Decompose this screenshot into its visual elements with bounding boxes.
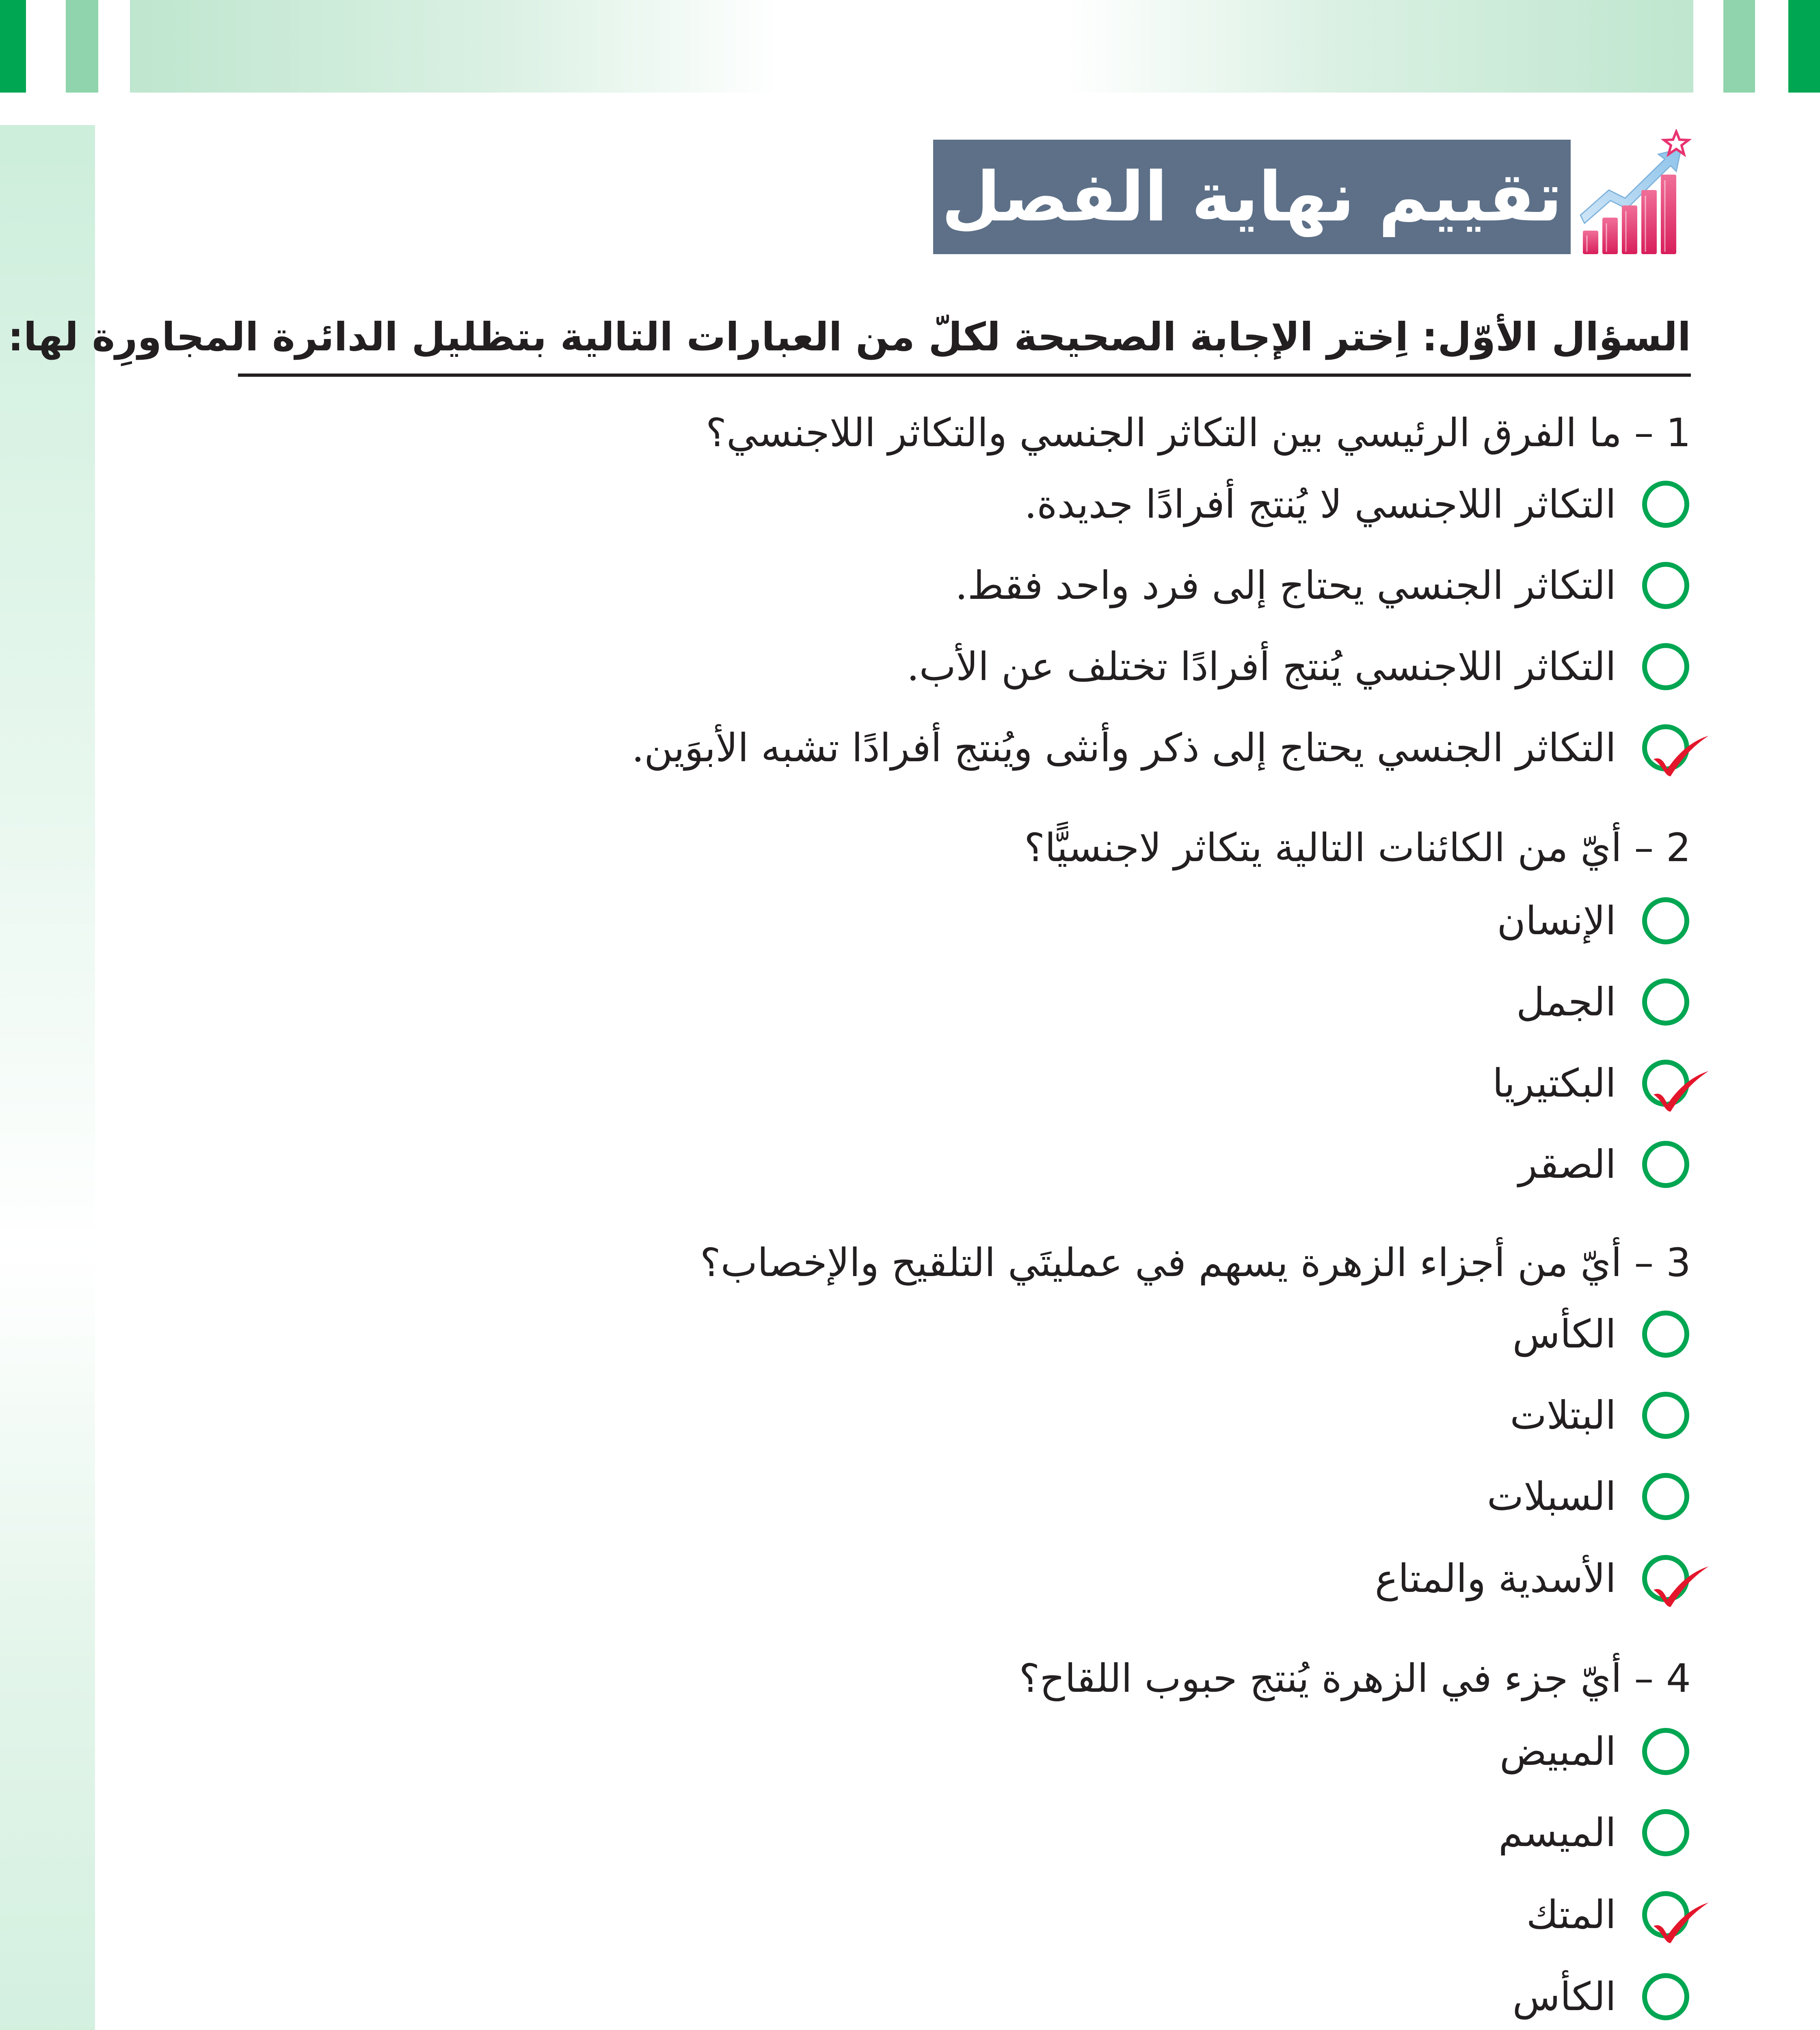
option-label: البتلات (1510, 1393, 1616, 1438)
question-1 (706, 404, 1691, 461)
page-title: تقييم نهاية الفصل (941, 157, 1563, 237)
check-mark-icon (1650, 1069, 1711, 1114)
question-4 (1019, 1650, 1691, 1707)
question-text: أيّ من الكائنات التالية يتكاثر لاجنسيًّا؟ (1024, 825, 1634, 870)
top-band (0, 0, 1820, 93)
question-3 (700, 1234, 1691, 1291)
question-2 (1024, 819, 1691, 876)
left-side-strip (0, 125, 95, 2030)
check-mark-icon (1650, 734, 1711, 779)
option-circle[interactable] (1642, 643, 1689, 690)
top-bar-left-dark (0, 0, 26, 93)
option-label: الميسم (1498, 1810, 1616, 1855)
option-circle[interactable] (1642, 1973, 1689, 2020)
option-circle[interactable] (1642, 562, 1689, 609)
title-banner (933, 140, 1571, 254)
question-instruction (8, 304, 1691, 369)
question-number: 4 – (1634, 1656, 1691, 1701)
option-label: البكتيريا (1492, 1060, 1616, 1106)
option-circle[interactable] (1642, 1728, 1689, 1775)
option-circle[interactable] (1642, 1809, 1689, 1856)
top-gradient-right (1064, 0, 1693, 93)
option-label: الأسدية والمتاع (1375, 1556, 1616, 1601)
question-text: أيّ جزء في الزهرة يُنتج حبوب اللقاح؟ (1019, 1656, 1634, 1701)
instruction-underline (238, 374, 1691, 377)
option-label: الصقر (1518, 1142, 1616, 1187)
option-label: التكاثر الجنسي يحتاج إلى فرد واحد فقط. (955, 563, 1616, 608)
top-bar-right-dark (1788, 0, 1820, 93)
check-mark-icon (1650, 1901, 1711, 1946)
instruction-text: اِختر الإجابة الصحيحة لكلّ من العبارات التالية بتظليل الدائرة المجاورِة لها: (8, 314, 1422, 360)
option-label: المبيض (1500, 1729, 1616, 1774)
option-label: المتك (1526, 1892, 1616, 1937)
option-label: الجمل (1516, 979, 1616, 1025)
option-circle[interactable] (1642, 1392, 1689, 1439)
option-circle[interactable] (1642, 1473, 1689, 1520)
option-label: الإنسان (1497, 898, 1616, 944)
top-bar-left-light (66, 0, 98, 93)
question-text: أيّ من أجزاء الزهرة يسهم في عمليتَي التلقيح والإخصاب؟ (700, 1240, 1634, 1285)
option-circle[interactable] (1642, 1141, 1689, 1188)
option-label: التكاثر الجنسي يحتاج إلى ذكر وأنثى ويُنتج أفرادًا تشبه الأبوَين. (631, 725, 1616, 771)
question-number: 2 – (1634, 825, 1691, 870)
growth-chart-icon (1575, 129, 1697, 258)
question-number: 1 – (1634, 410, 1691, 456)
option-circle[interactable] (1642, 897, 1689, 944)
option-label: الكأس (1512, 1974, 1616, 2019)
option-circle[interactable] (1642, 481, 1689, 528)
top-gradient-left (130, 0, 780, 93)
option-label: التكاثر اللاجنسي لا يُنتج أفرادًا جديدة. (1024, 482, 1616, 527)
option-circle[interactable] (1642, 1311, 1689, 1358)
question-text: ما الفرق الرئيسي بين التكاثر الجنسي والتكاثر اللاجنسي؟ (705, 410, 1634, 456)
top-bar-right-light (1723, 0, 1755, 93)
option-circle[interactable] (1642, 978, 1689, 1026)
instruction-label: السؤال الأوّل: (1422, 314, 1691, 360)
option-label: السبلات (1487, 1474, 1616, 1519)
question-number: 3 – (1634, 1240, 1691, 1285)
option-label: الكأس (1512, 1311, 1616, 1357)
check-mark-icon (1650, 1565, 1711, 1609)
option-label: التكاثر اللاجنسي يُنتج أفرادًا تختلف عن الأب. (907, 644, 1616, 689)
